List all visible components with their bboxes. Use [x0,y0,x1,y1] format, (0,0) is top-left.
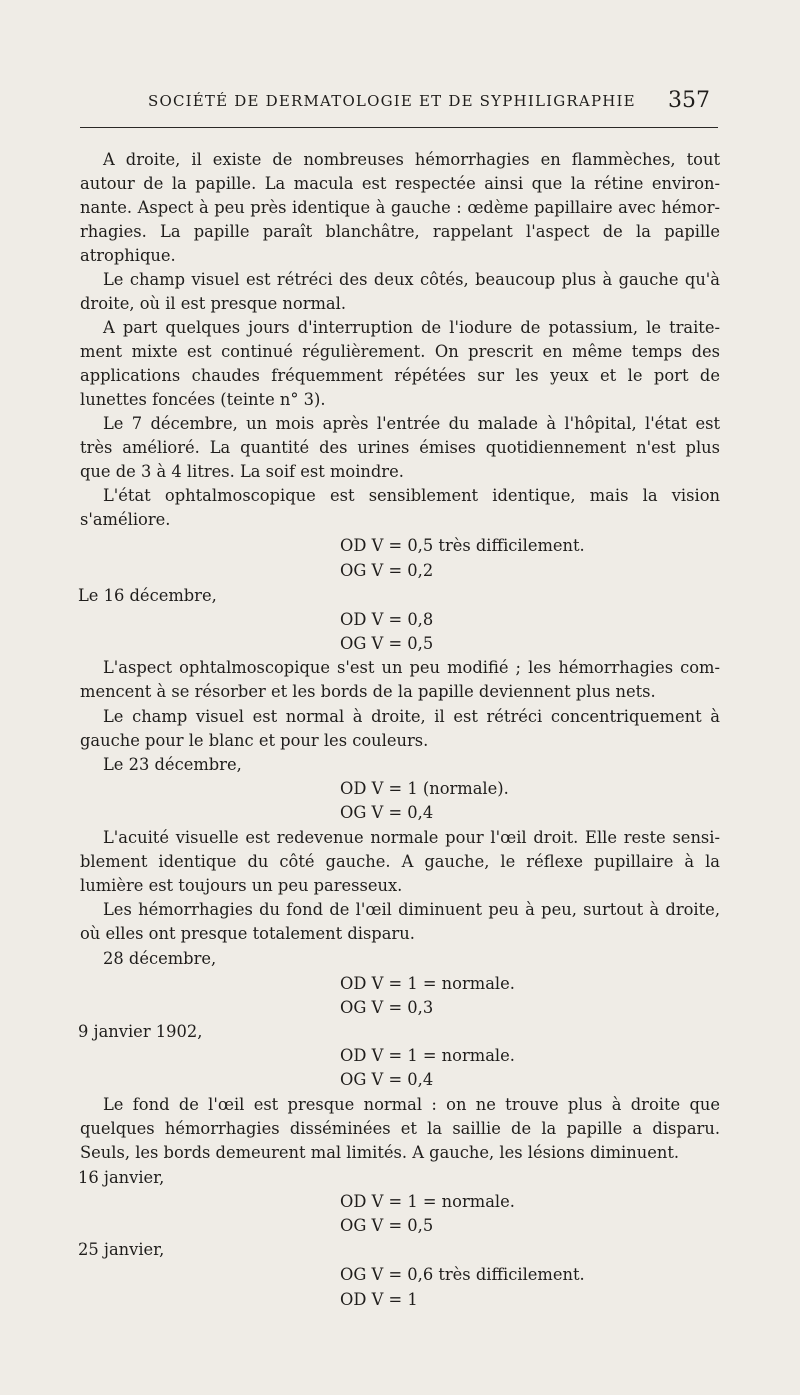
text-line: très amélioré. La quantité des urines émises quotidiennement n'est plus [80,438,720,457]
text-line: L'aspect ophtalmoscopique s'est un peu modifié ; les hémorrhagies com- [103,658,720,677]
acuity-og: OG V = 0,6 très difficilement. [340,1265,585,1284]
text-line: Le champ visuel est rétréci des deux côtés, beaucoup plus à gauche qu'à [103,270,720,289]
running-title: SOCIÉTÉ DE DERMATOLOGIE ET DE SYPHILIGRAPHIE [148,92,636,110]
text-line: nante. Aspect à peu près identique à gauche : œdème papillaire avec hémor- [80,198,720,217]
acuity-od: OD V = 1 [340,1290,418,1309]
acuity-og: OG V = 0,4 [340,1070,434,1089]
acuity-od: OD V = 1 = normale. [340,1046,515,1065]
text-line: droite, où il est presque normal. [80,294,347,313]
date-line: 25 janvier, [78,1240,165,1259]
text-line: Seuls, les bords demeurent mal limités. A gauche, les lésions diminuent. [80,1143,680,1162]
date-line: 9 janvier 1902, [78,1022,203,1041]
text-line: autour de la papille. La macula est respectée ainsi que la rétine environ- [80,174,720,193]
text-line: ment mixte est continué régulièrement. On prescrit en même temps des [80,342,720,361]
text-line: Les hémorrhagies du fond de l'œil diminuent peu à peu, surtout à droite, [103,900,720,919]
text-line: lunettes foncées (teinte n° 3). [80,390,326,409]
acuity-od: OD V = 1 (normale). [340,779,509,798]
text-line: blement identique du côté gauche. A gauche, le réflexe pupillaire à la [80,852,720,871]
acuity-od: OD V = 1 = normale. [340,974,515,993]
acuity-og: OG V = 0,3 [340,998,434,1017]
text-line: rhagies. La papille paraît blanchâtre, rappelant l'aspect de la papille [80,222,720,241]
text-line: L'état ophtalmoscopique est sensiblement identique, mais la vision [103,486,720,505]
text-line: atrophique. [80,246,176,265]
acuity-od: OD V = 1 = normale. [340,1192,515,1211]
acuity-og: OG V = 0,2 [340,561,434,580]
acuity-od: OD V = 0,8 [340,610,434,629]
date-line: 16 janvier, [78,1168,165,1187]
acuity-og: OG V = 0,5 [340,1216,434,1235]
text-line: applications chaudes fréquemment répétées sur les yeux et le port de [80,366,720,385]
text-line: mencent à se résorber et les bords de la papille deviennent plus nets. [80,682,656,701]
text-line: gauche pour le blanc et pour les couleurs. [80,731,429,750]
text-line: Le 7 décembre, un mois après l'entrée du malade à l'hôpital, l'état est [103,414,720,433]
text-line: L'acuité visuelle est redevenue normale pour l'œil droit. Elle reste sensi- [103,828,720,847]
text-line: Le fond de l'œil est presque normal : on ne trouve plus à droite que [103,1095,720,1114]
page-number: 357 [668,88,710,113]
acuity-og: OG V = 0,5 [340,634,434,653]
page-header [0,88,800,118]
header-rule [80,127,718,128]
date-line: Le 16 décembre, [78,586,217,605]
acuity-od: OD V = 0,5 très difficilement. [340,536,585,555]
text-line: s'améliore. [80,510,171,529]
text-line: quelques hémorrhagies disséminées et la saillie de la papille a disparu. [80,1119,720,1138]
text-line: lumière est toujours un peu paresseux. [80,876,403,895]
text-line: A part quelques jours d'interruption de l'iodure de potassium, le traite- [103,318,720,337]
text-line: Le champ visuel est normal à droite, il est rétréci concentriquement à [103,707,720,726]
text-line: où elles ont presque totalement disparu. [80,924,415,943]
text-line: que de 3 à 4 litres. La soif est moindre. [80,462,404,481]
date-line: Le 23 décembre, [103,755,242,774]
text-line: A droite, il existe de nombreuses hémorrhagies en flammèches, tout [103,150,720,169]
acuity-og: OG V = 0,4 [340,803,434,822]
date-line: 28 décembre, [103,949,217,968]
